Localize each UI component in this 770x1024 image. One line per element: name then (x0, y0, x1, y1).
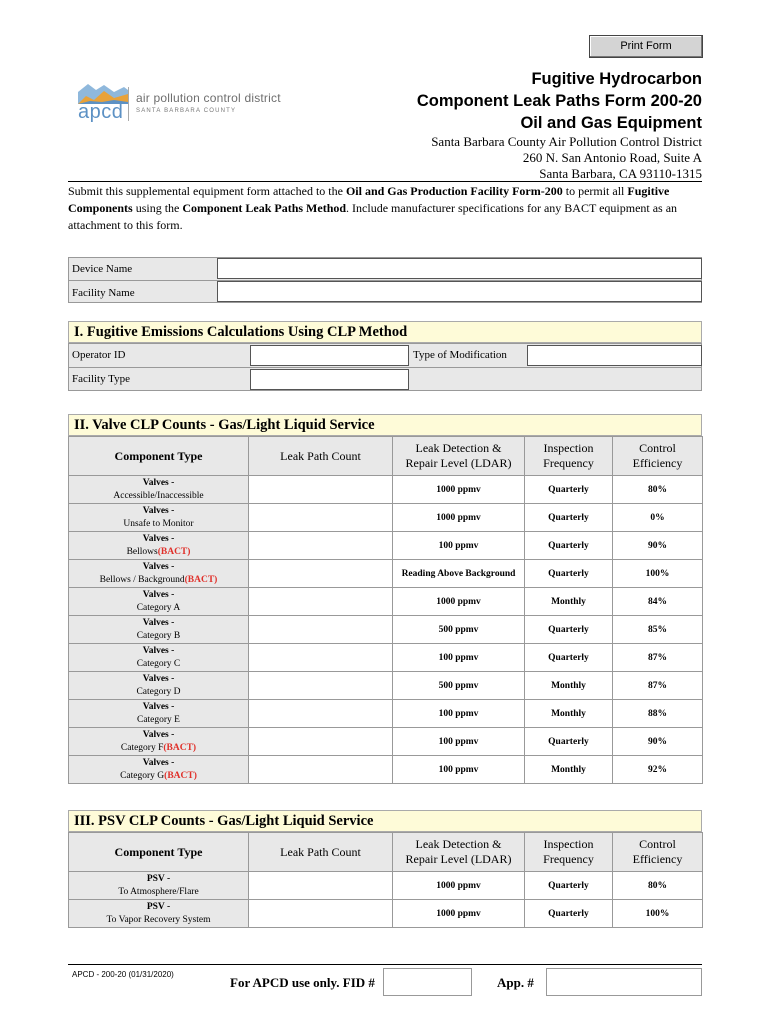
component-subtype: Category B (136, 630, 181, 641)
logo-org-name: air pollution control district (136, 91, 281, 105)
component-subtype: To Atmosphere/Flare (118, 886, 199, 897)
intro-bold: Component Leak Paths Method (182, 201, 347, 215)
component-type-cell (69, 672, 249, 700)
component-type: Valves - (142, 673, 175, 684)
inspection-frequency-cell: Quarterly (525, 504, 613, 532)
print-form-button[interactable]: Print Form (589, 35, 703, 58)
component-type-header: Component Type (69, 437, 249, 476)
ldar-level-cell: 1000 ppmv (393, 872, 525, 900)
ldar-level-cell: 100 ppmv (393, 532, 525, 560)
valve-clp-table (68, 436, 703, 784)
facility-name-label: Facility Name (72, 287, 135, 299)
inspection-frequency-header: Inspection Frequency (525, 833, 613, 872)
table-row (69, 700, 703, 728)
psv-header-row (69, 833, 703, 872)
address-line-2: 260 N. San Antonio Road, Suite A (522, 150, 702, 165)
table-row (69, 532, 703, 560)
ldar-level-cell: 500 ppmv (393, 672, 525, 700)
inspection-frequency-cell: Monthly (525, 700, 613, 728)
component-type-cell (69, 644, 249, 672)
component-type-cell (69, 872, 249, 900)
psv-clp-table (68, 832, 703, 928)
facility-name-input[interactable] (217, 281, 702, 302)
ldar-level-cell: 1000 ppmv (393, 588, 525, 616)
ldar-header: Leak Detection & Repair Level (LDAR) (393, 437, 525, 476)
agency-address (431, 134, 702, 182)
component-type: Valves - (142, 505, 175, 516)
control-efficiency-cell: 80% (613, 476, 703, 504)
form-revision-code: APCD - 200-20 (01/31/2020) (72, 970, 174, 979)
ldar-level-cell: 1000 ppmv (393, 504, 525, 532)
component-type-cell (69, 476, 249, 504)
table-row (69, 560, 703, 588)
leak-path-count-input[interactable] (249, 588, 393, 616)
table-row (69, 900, 703, 928)
inspection-frequency-cell: Monthly (525, 672, 613, 700)
inspection-frequency-cell: Monthly (525, 756, 613, 784)
table-row (69, 616, 703, 644)
app-label: App. # (497, 975, 534, 990)
control-efficiency-cell: 100% (613, 900, 703, 928)
control-efficiency-cell: 85% (613, 616, 703, 644)
component-type-header: Component Type (69, 833, 249, 872)
component-type: Valves - (142, 533, 175, 544)
table-row (69, 872, 703, 900)
title-line-2: Component Leak Paths Form 200-20 (416, 92, 702, 110)
component-type-cell (69, 532, 249, 560)
component-subtype: Unsafe to Monitor (123, 518, 194, 529)
leak-path-count-input[interactable] (249, 476, 393, 504)
control-efficiency-cell: 90% (613, 728, 703, 756)
inspection-frequency-cell: Quarterly (525, 616, 613, 644)
table-row (69, 476, 703, 504)
table-row (69, 672, 703, 700)
intro-text: . Include manufacturer specifications for any BACT equipment as an attachment to this form. (68, 201, 678, 232)
bact-tag: (BACT) (184, 574, 218, 585)
inspection-frequency-cell: Monthly (525, 588, 613, 616)
component-subtype: Category D (136, 686, 181, 697)
table-row (69, 588, 703, 616)
component-type: Valves - (142, 617, 175, 628)
control-efficiency-header: Control Efficiency (613, 833, 703, 872)
address-line-1: Santa Barbara County Air Pollution Control District (431, 134, 702, 149)
control-efficiency-cell: 92% (613, 756, 703, 784)
component-type: Valves - (142, 589, 175, 600)
type-of-modification-label: Type of Modification (413, 349, 507, 361)
component-type: Valves - (142, 561, 175, 572)
section-2-heading: II. Valve CLP Counts - Gas/Light Liquid Service (68, 414, 702, 436)
fid-label: For APCD use only. FID # (230, 975, 375, 990)
component-type: Valves - (142, 645, 175, 656)
logo-apcd-text: apcd (78, 101, 124, 123)
facility-type-label: Facility Type (72, 373, 130, 385)
app-input[interactable] (546, 968, 702, 996)
component-subtype: Bellows / Background(BACT) (99, 574, 218, 585)
address-line-3: Santa Barbara, CA 93110-1315 (539, 166, 702, 181)
leak-path-count-input[interactable] (249, 728, 393, 756)
table-row (69, 728, 703, 756)
component-type: Valves - (142, 477, 175, 488)
control-efficiency-cell: 80% (613, 872, 703, 900)
table-row (69, 504, 703, 532)
inspection-frequency-cell: Quarterly (525, 560, 613, 588)
inspection-frequency-cell: Quarterly (525, 728, 613, 756)
footer-rule (68, 964, 702, 965)
ldar-level-cell: 100 ppmv (393, 644, 525, 672)
control-efficiency-cell: 88% (613, 700, 703, 728)
leak-path-count-input[interactable] (249, 644, 393, 672)
inspection-frequency-cell: Quarterly (525, 644, 613, 672)
component-type-cell (69, 900, 249, 928)
intro-bold: Fugitive Components (68, 184, 670, 215)
component-type-cell (69, 504, 249, 532)
leak-path-count-input[interactable] (249, 560, 393, 588)
component-type: PSV - (146, 873, 171, 884)
fid-input[interactable] (383, 968, 472, 996)
title-line-3: Oil and Gas Equipment (520, 114, 702, 132)
bact-tag: (BACT) (163, 742, 197, 753)
operator-id-label: Operator ID (72, 349, 126, 361)
inspection-frequency-cell: Quarterly (525, 476, 613, 504)
ldar-level-cell: 1000 ppmv (393, 476, 525, 504)
component-subtype: Category A (136, 602, 181, 613)
type-of-modification-input[interactable] (527, 345, 702, 366)
section-1-divider (68, 367, 702, 368)
section-3-heading: III. PSV CLP Counts - Gas/Light Liquid Service (68, 810, 702, 832)
logo-divider (128, 87, 129, 121)
control-efficiency-cell: 90% (613, 532, 703, 560)
control-efficiency-cell: 87% (613, 644, 703, 672)
intro-text: Submit this supplemental equipment form attached to the (68, 184, 346, 198)
leak-path-count-header: Leak Path Count (249, 437, 393, 476)
valve-header-row (69, 437, 703, 476)
leak-path-count-header: Leak Path Count (249, 833, 393, 872)
title-line-1: Fugitive Hydrocarbon (531, 70, 702, 88)
inspection-frequency-cell: Quarterly (525, 900, 613, 928)
bact-tag: (BACT) (164, 770, 197, 781)
leak-path-count-input[interactable] (249, 672, 393, 700)
logo-county-name: SANTA BARBARA COUNTY (136, 108, 237, 114)
inspection-frequency-cell: Quarterly (525, 532, 613, 560)
component-type-cell (69, 756, 249, 784)
section-1-heading: I. Fugitive Emissions Calculations Using CLP Method (68, 321, 702, 343)
component-type-cell (69, 700, 249, 728)
component-type-cell (69, 616, 249, 644)
leak-path-count-input[interactable] (249, 532, 393, 560)
ldar-level-cell: 500 ppmv (393, 616, 525, 644)
inspection-frequency-cell: Quarterly (525, 872, 613, 900)
component-subtype: Bellows(BACT) (126, 546, 191, 557)
intro-text: using the (132, 201, 183, 215)
component-subtype: Category E (136, 714, 180, 725)
intro-paragraph (68, 183, 702, 234)
ldar-level-cell: Reading Above Background (393, 560, 525, 588)
intro-text: to permit all (562, 184, 628, 198)
component-type-cell (69, 588, 249, 616)
header-rule (68, 181, 702, 182)
control-efficiency-cell: 0% (613, 504, 703, 532)
leak-path-count-input[interactable] (249, 756, 393, 784)
control-efficiency-header: Control Efficiency (613, 437, 703, 476)
table-row (69, 644, 703, 672)
component-type-cell (69, 560, 249, 588)
ldar-level-cell: 100 ppmv (393, 728, 525, 756)
device-name-input[interactable] (217, 258, 702, 279)
component-subtype: Accessible/Inaccessible (113, 490, 204, 501)
component-subtype: Category G(BACT) (120, 770, 197, 781)
ldar-level-cell: 1000 ppmv (393, 900, 525, 928)
component-type: Valves - (142, 729, 175, 740)
facility-type-input[interactable] (250, 369, 409, 390)
component-type-cell (69, 728, 249, 756)
ldar-header: Leak Detection & Repair Level (LDAR) (393, 833, 525, 872)
control-efficiency-cell: 100% (613, 560, 703, 588)
operator-id-input[interactable] (250, 345, 409, 366)
inspection-frequency-header: Inspection Frequency (525, 437, 613, 476)
component-type: PSV - (146, 901, 171, 912)
component-subtype: Category C (136, 658, 181, 669)
form-title (417, 68, 702, 134)
component-subtype: To Vapor Recovery System (106, 914, 211, 925)
ldar-level-cell: 100 ppmv (393, 700, 525, 728)
device-name-label: Device Name (72, 263, 133, 275)
component-type: Valves - (142, 757, 175, 768)
leak-path-count-input[interactable] (249, 900, 393, 928)
table-row (69, 756, 703, 784)
intro-bold: Oil and Gas Production Facility Form-200 (345, 184, 563, 198)
control-efficiency-cell: 87% (613, 672, 703, 700)
leak-path-count-input[interactable] (249, 504, 393, 532)
leak-path-count-input[interactable] (249, 872, 393, 900)
bact-tag: (BACT) (157, 546, 191, 557)
ldar-level-cell: 100 ppmv (393, 756, 525, 784)
leak-path-count-input[interactable] (249, 616, 393, 644)
leak-path-count-input[interactable] (249, 700, 393, 728)
component-type: Valves - (142, 701, 175, 712)
control-efficiency-cell: 84% (613, 588, 703, 616)
component-subtype: Category F(BACT) (120, 742, 197, 753)
